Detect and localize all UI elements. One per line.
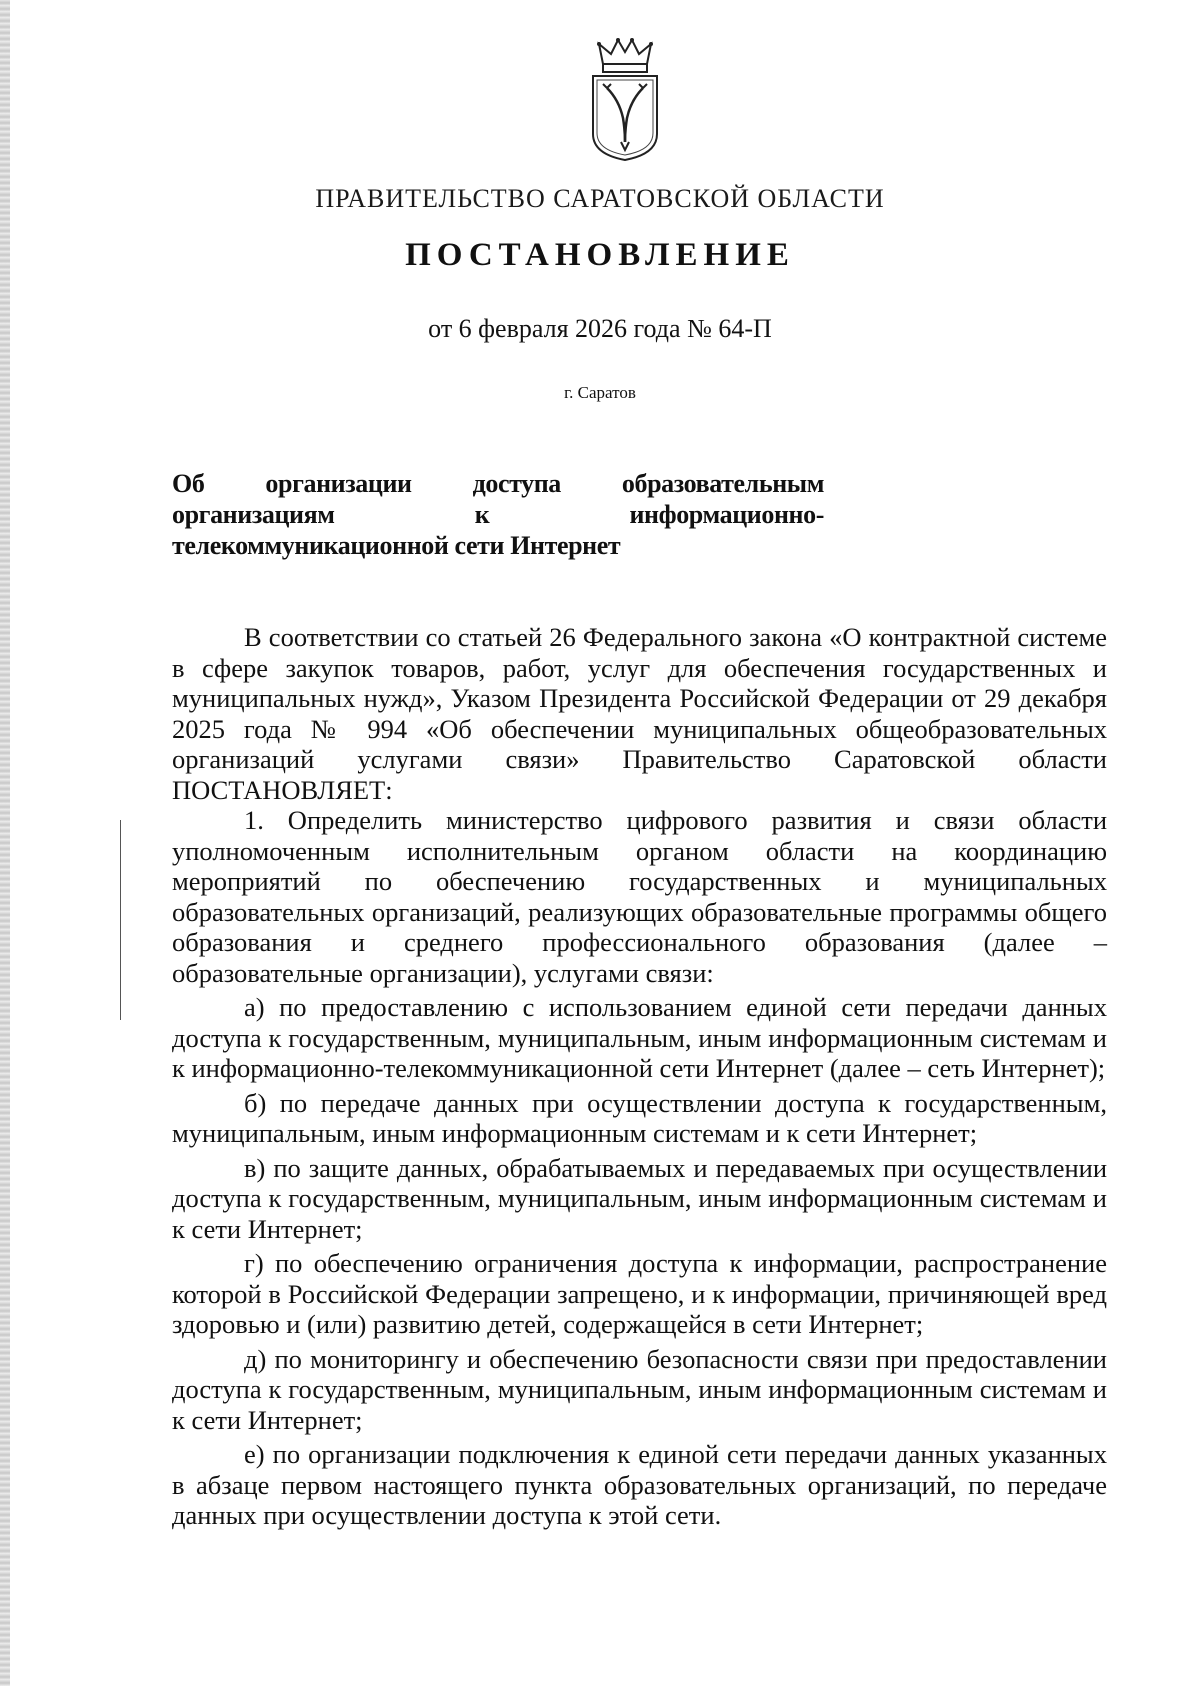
subitem-a-paragraph: а) по предоставлению с использованием единой сети передачи данных доступа к государственным, муниципальным, иным информационным системам и к информационно-телекоммуникационной сети Интернет (далее – сеть Интернет); bbox=[172, 992, 1107, 1083]
preamble-paragraph: В соответствии со статьей 26 Федерального закона «О контрактной системе в сфере закупок товаров, работ, услуг для обеспечения государственных и муниципальных нужд», Указом Президента Российской Федерации от 29 декабря 2025 года № 994 «Об обеспечении муниципальных общеобразовательных организаций услугами связи» Правительство Саратовской области ПОСТАНОВЛЯЕТ: bbox=[172, 622, 1107, 805]
document-body bbox=[172, 622, 1107, 1531]
subitem-b-paragraph: б) по передаче данных при осуществлении доступа к государственным, муниципальным, иным информационным системам и к сети Интернет; bbox=[172, 1087, 1107, 1148]
margin-mark bbox=[120, 820, 121, 1020]
subitem-v-paragraph: в) по защите данных, обрабатываемых и передаваемых при осуществлении доступа к государственным, муниципальным, иным информационным системам и к сети Интернет; bbox=[172, 1152, 1107, 1244]
subitem-d-paragraph: д) по мониторингу и обеспечению безопасности связи при предоставлении доступа к государственным, муниципальным, иным информационным системам и к сети Интернет; bbox=[172, 1343, 1107, 1435]
saratov-coat-of-arms-icon bbox=[585, 38, 665, 162]
city: г. Саратов bbox=[564, 383, 636, 402]
subitem-e-paragraph: е) по организации подключения к единой сети передачи данных указанных в абзаце первом настоящего пункта образовательных организаций, по передаче данных при осуществлении доступа к этой сети. bbox=[172, 1439, 1107, 1530]
date-number: от 6 февраля 2026 года № 64-П bbox=[428, 314, 772, 343]
item-1-paragraph: 1. Определить министерство цифрового развития и связи области уполномоченным исполнительным органом области на координацию мероприятий по обеспечению государственных и муниципальных образовательных организаций, реализующих образовательные программы общего образования и среднего профессионального образования (далее – образовательные организации), услугами связи: bbox=[172, 805, 1107, 988]
government-name: ПРАВИТЕЛЬСТВО САРАТОВСКОЙ ОБЛАСТИ bbox=[315, 184, 885, 213]
document-subject: Об организации доступа образовательным организациям к информационно-телекоммуникационной сети Интернет bbox=[172, 469, 824, 560]
subitem-g-paragraph: г) по обеспечению ограничения доступа к информации, распространение которой в Российской Федерации запрещено, и к информации, причиняющей вред здоровью и (или) развитию детей, содержащейся в сети Интернет; bbox=[172, 1248, 1107, 1339]
document-type: ПОСТАНОВЛЕНИЕ bbox=[405, 237, 795, 273]
